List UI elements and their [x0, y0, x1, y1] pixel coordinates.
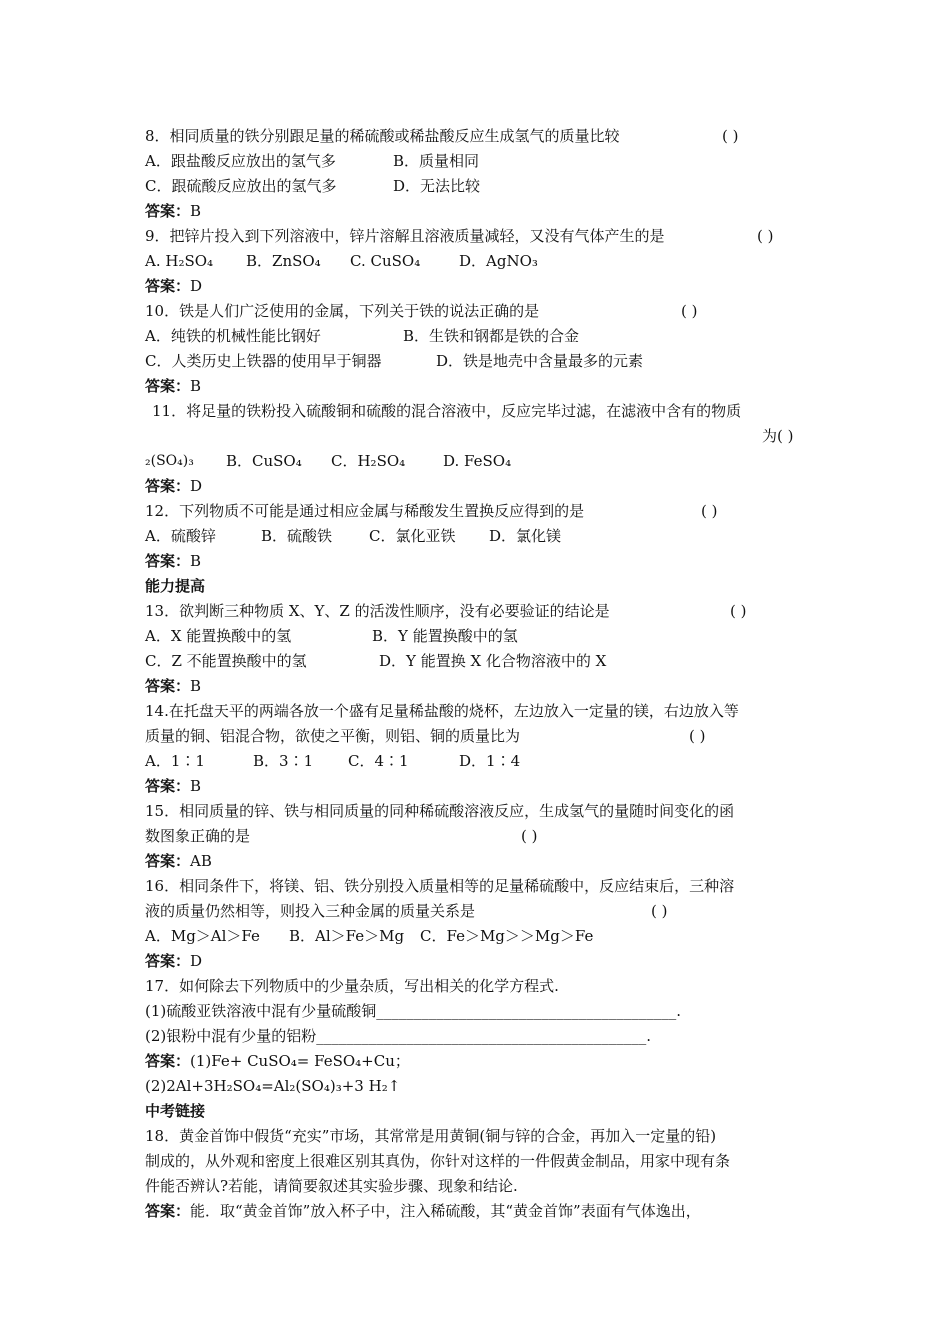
q11-option-b: B．CuSO₄	[226, 452, 302, 470]
q17-stem: 17．如何除去下列物质中的少量杂质，写出相关的化学方程式.	[145, 977, 559, 995]
q15-stem-line1: 15．相同质量的锌、铁与相同质量的同种稀硫酸溶液反应，生成氢气的量随时间变化的函	[145, 802, 735, 820]
q16-option-c: C．Fe＞Mg＞＞Mg＞Fe	[420, 927, 594, 945]
answer-label: 答案：	[145, 377, 191, 395]
answer-label: 答案：	[145, 1202, 191, 1220]
q18-answer	[145, 1201, 701, 1221]
q14-paren: ( )	[689, 727, 706, 745]
answer-value: B	[190, 677, 202, 695]
q15-answer	[145, 851, 212, 871]
q13-option-a: A．X 能置换酸中的氢	[145, 627, 292, 645]
q9-answer	[145, 276, 202, 296]
q11-tail: 为( )	[762, 427, 794, 445]
answer-value: D	[190, 477, 203, 495]
q10-option-a: A．纯铁的机械性能比钢好	[145, 327, 321, 345]
q16-stem-line2: 液的质量仍然相等，则投入三种金属的质量关系是	[145, 902, 476, 920]
answer-label: 答案：	[145, 552, 191, 570]
q10-option-c: C．人类历史上铁器的使用早于铜器	[145, 352, 382, 370]
answer-value: 能．取“黄金首饰”放入杯子中，注入稀硫酸，其“黄金首饰”表面有气体逸出，	[190, 1202, 701, 1220]
q10-stem: 10．铁是人们广泛使用的金属，下列关于铁的说法正确的是	[145, 302, 540, 320]
q13-answer	[145, 676, 201, 696]
q16-paren: ( )	[651, 902, 668, 920]
answer-value: B	[190, 777, 202, 795]
q8-paren: ( )	[722, 127, 739, 145]
q13-paren: ( )	[730, 602, 747, 620]
answer-label: 答案：	[145, 202, 191, 220]
q17-sub2: (2)银粉中混有少量的铝粉____________________________________________.	[145, 1027, 652, 1045]
q11-option-a: ₂(SO₄)₃	[145, 453, 194, 469]
section-heading-exam-link: 中考链接	[145, 1102, 206, 1120]
q13-option-b: B．Y 能置换酸中的氢	[372, 627, 518, 645]
answer-label: 答案：	[145, 677, 191, 695]
q11-answer	[145, 476, 202, 496]
q13-option-d: D．Y 能置换 X 化合物溶液中的 X	[379, 652, 607, 670]
answer-label: 答案：	[145, 852, 191, 870]
q14-option-c: C．4∶1	[348, 752, 409, 770]
q13-option-c: C．Z 不能置换酸中的氢	[145, 652, 307, 670]
answer-label: 答案：	[145, 777, 191, 795]
q10-option-d: D．铁是地壳中含量最多的元素	[436, 352, 644, 370]
q9-option-a: A. H₂SO₄	[145, 252, 214, 270]
q15-stem-line2: 数图象正确的是	[145, 827, 251, 845]
q9-paren: ( )	[757, 227, 774, 245]
q11-option-d: D. FeSO₄	[443, 452, 512, 470]
q13-stem: 13．欲判断三种物质 X、Y、Z 的活泼性顺序，没有必要验证的结论是	[145, 602, 610, 620]
q14-stem-line2: 质量的铜、铝混合物，欲使之平衡，则铝、铜的质量比为	[145, 727, 521, 745]
q12-option-d: D．氯化镁	[489, 527, 562, 545]
answer-value: B	[190, 377, 202, 395]
answer-value: B	[190, 202, 202, 220]
q14-stem-line1: 14.在托盘天平的两端各放一个盛有足量稀盐酸的烧杯，左边放入一定量的镁，右边放入等	[145, 702, 739, 720]
q10-paren: ( )	[681, 302, 698, 320]
q9-option-d: D．AgNO₃	[459, 252, 538, 270]
q18-stem-line1: 18．黄金首饰中假货“充实”市场，其常常是用黄铜(铜与锌的合金，再加入一定量的铅)	[145, 1127, 717, 1145]
q14-option-a: A．1∶1	[145, 752, 205, 770]
q16-answer	[145, 951, 202, 971]
q14-option-d: D．1∶4	[459, 752, 521, 770]
q16-option-b: B．Al＞Fe＞Mg	[289, 927, 405, 945]
q14-answer	[145, 776, 201, 796]
q10-option-b: B．生铁和钢都是铁的合金	[403, 327, 580, 345]
q16-option-a: A．Mg＞Al＞Fe	[145, 927, 260, 945]
q16-stem-line1: 16．相同条件下，将镁、铝、铁分别投入质量相等的足量稀硫酸中，反应结束后，三种溶	[145, 877, 735, 895]
q8-answer	[145, 201, 201, 221]
q8-option-b: B．质量相同	[393, 152, 480, 170]
answer-value: D	[190, 952, 203, 970]
q11-stem: 11．将足量的铁粉投入硫酸铜和硫酸的混合溶液中，反应完毕过滤，在滤液中含有的物质	[152, 402, 742, 420]
section-heading-ability: 能力提高	[145, 577, 206, 595]
q8-stem: 8．相同质量的铁分别跟足量的稀硫酸或稀盐酸反应生成氢气的质量比较	[145, 127, 620, 145]
q17-answer1	[145, 1051, 410, 1071]
q12-stem: 12．下列物质不可能是通过相应金属与稀酸发生置换反应得到的是	[145, 502, 585, 520]
q9-option-b: B．ZnSO₄	[246, 252, 321, 270]
answer-label: 答案：	[145, 952, 191, 970]
answer-value: D	[190, 277, 203, 295]
q17-sub1: (1)硫酸亚铁溶液中混有少量硫酸铜________________________________________.	[145, 1002, 682, 1020]
q18-stem-line3: 件能否辨认?若能，请简要叙述其实验步骤、现象和结论.	[145, 1177, 518, 1195]
answer-label: 答案：	[145, 1052, 191, 1070]
q17-answer2: (2)2Al+3H₂SO₄=Al₂(SO₄)₃+3 H₂↑	[145, 1077, 401, 1095]
answer-label: 答案：	[145, 277, 191, 295]
q11-option-c: C．H₂SO₄	[331, 452, 406, 470]
q12-option-c: C．氯化亚铁	[369, 527, 456, 545]
q12-answer	[145, 551, 201, 571]
answer-value: B	[190, 552, 202, 570]
q9-stem: 9．把锌片投入到下列溶液中，锌片溶解且溶液质量减轻，又没有气体产生的是	[145, 227, 665, 245]
q8-option-d: D．无法比较	[393, 177, 481, 195]
q14-option-b: B．3∶1	[253, 752, 314, 770]
q12-option-a: A．硫酸锌	[145, 527, 216, 545]
q8-option-c: C．跟硫酸反应放出的氢气多	[145, 177, 337, 195]
q9-option-c: C. CuSO₄	[350, 252, 421, 270]
q12-option-b: B．硫酸铁	[261, 527, 333, 545]
q15-paren: ( )	[521, 827, 538, 845]
answer-value: (1)Fe+ CuSO₄= FeSO₄+Cu；	[190, 1052, 410, 1070]
q12-paren: ( )	[701, 502, 718, 520]
answer-value: AB	[190, 852, 212, 870]
q10-answer	[145, 376, 201, 396]
answer-label: 答案：	[145, 477, 191, 495]
q8-option-a: A．跟盐酸反应放出的氢气多	[145, 152, 336, 170]
q18-stem-line2: 制成的，从外观和密度上很难区别其真伪，你针对这样的一件假黄金制品，用家中现有条	[145, 1152, 731, 1170]
